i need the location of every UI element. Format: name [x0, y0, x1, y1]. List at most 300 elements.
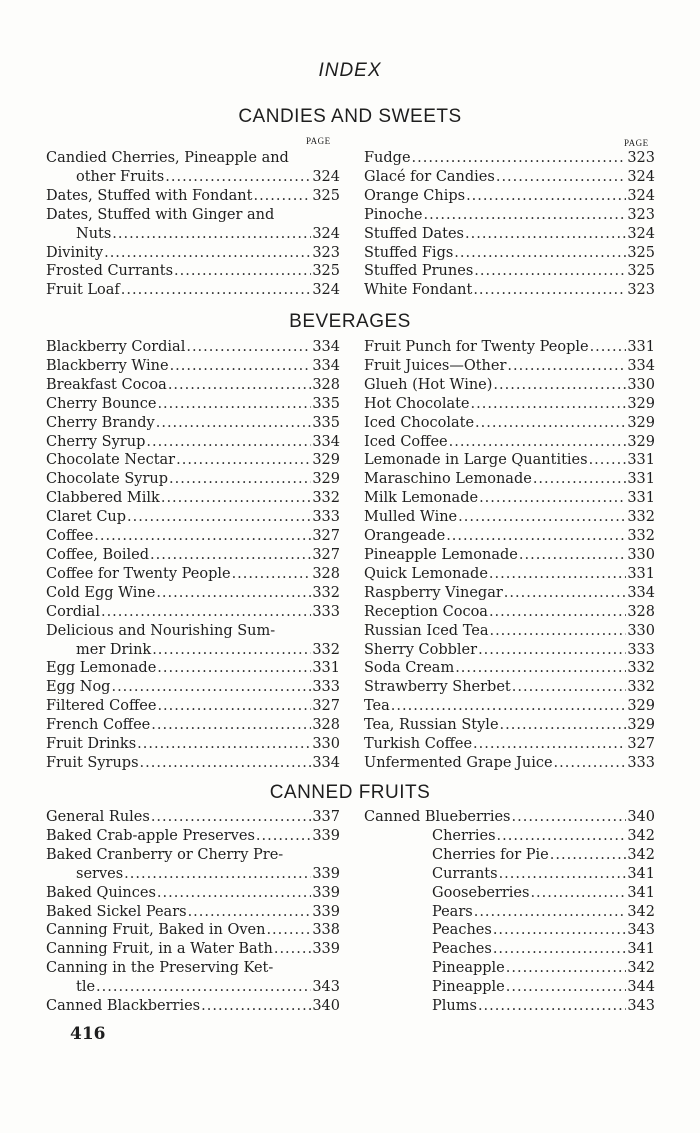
- entry-label: Milk Lemonade: [364, 490, 479, 507]
- dot-leader: [274, 940, 311, 959]
- index-entry: [46, 659, 340, 678]
- index-entry: [364, 244, 655, 263]
- entry-page-number: 341: [627, 884, 655, 901]
- entry-label: Fruit Drinks: [46, 736, 137, 753]
- entry-label: Canned Blueberries: [364, 809, 511, 825]
- index-entry-line: Delicious and Nourishing Sum-: [46, 622, 276, 639]
- entry-label: Cold Egg Wine: [46, 584, 156, 601]
- entry-page-number: 342: [627, 903, 655, 920]
- index-entry: [364, 395, 655, 414]
- entry-page-number: 329: [312, 452, 340, 469]
- entry-label: tle: [76, 979, 96, 996]
- entry-page-number: 333: [312, 603, 340, 620]
- section-title-beverages: BEVERAGES: [289, 311, 411, 332]
- entry-page-number: 332: [312, 641, 340, 658]
- dot-leader: [478, 997, 626, 1016]
- entry-label: Fruit Syrups: [46, 754, 139, 771]
- index-entry: [364, 735, 655, 754]
- dot-leader: [150, 546, 311, 565]
- index-entry: [364, 433, 655, 452]
- dot-leader: [146, 433, 311, 452]
- entry-page-number: 331: [627, 452, 655, 469]
- entry-page-number: 333: [312, 509, 340, 526]
- entry-page-number: 331: [312, 660, 340, 677]
- dot-leader: [391, 697, 627, 716]
- entry-page-number: 334: [312, 754, 340, 771]
- entry-page-number: 325: [312, 187, 340, 204]
- entry-page-number: 340: [627, 809, 655, 825]
- entry-label: Canned Blackberries: [46, 998, 201, 1015]
- index-entry-continuation: [46, 978, 340, 997]
- index-entry: [364, 940, 655, 959]
- entry-page-number: 339: [312, 865, 340, 882]
- dot-leader: [493, 940, 627, 959]
- index-entry-continuation: [46, 641, 340, 660]
- index-entry: [364, 414, 655, 433]
- entry-page-number: 328: [312, 717, 340, 734]
- entry-page-number: 324: [627, 225, 655, 242]
- dot-leader: [489, 603, 626, 622]
- dot-leader: [458, 508, 626, 527]
- dot-leader: [512, 678, 627, 697]
- index-entry: [364, 997, 655, 1016]
- entry-page-number: 324: [627, 187, 655, 204]
- entry-label: Coffee: [46, 528, 94, 545]
- entry-label: Orangeade: [364, 528, 446, 545]
- index-entry-continuation: [46, 225, 340, 244]
- entry-page-number: 328: [312, 376, 340, 393]
- dot-leader: [104, 244, 311, 263]
- entry-label: Fruit Punch for Twenty People: [364, 339, 589, 355]
- entry-label: Fudge: [364, 150, 411, 166]
- entry-label: Pinoche: [364, 206, 423, 223]
- entry-page-number: 334: [627, 357, 655, 374]
- entry-page-number: 342: [627, 827, 655, 844]
- dot-leader: [466, 187, 626, 206]
- page-column-label-left: PAGE: [306, 136, 331, 146]
- section-title-candies: CANDIES AND SWEETS: [238, 106, 462, 127]
- index-entry: [364, 508, 655, 527]
- dot-leader: [157, 884, 311, 903]
- index-entry: [364, 546, 655, 565]
- candies-left-column: [46, 149, 340, 300]
- dot-leader: [157, 395, 311, 414]
- entry-label: Tea, Russian Style: [364, 717, 499, 734]
- entry-label: Fruit Juices—Other: [364, 357, 507, 374]
- entry-label: Russian Iced Tea: [364, 622, 489, 639]
- entry-label: Canning Fruit, in a Water Bath: [46, 941, 273, 958]
- dot-leader: [590, 338, 627, 357]
- entry-page-number: 323: [627, 282, 655, 299]
- index-entry: [364, 584, 655, 603]
- entry-page-number: 329: [627, 717, 655, 734]
- dot-leader: [232, 565, 312, 584]
- entry-page-number: 330: [627, 622, 655, 639]
- entry-page-number: 334: [627, 584, 655, 601]
- dot-leader: [489, 565, 626, 584]
- dot-leader: [504, 584, 627, 603]
- entry-label: Blackberry Wine: [46, 357, 169, 374]
- index-entry: [46, 884, 340, 903]
- entry-page-number: 324: [627, 168, 655, 185]
- index-entry: [364, 470, 655, 489]
- entry-label: Lemonade in Large Quantities: [364, 452, 588, 469]
- entry-label: Unfermented Grape Juice: [364, 754, 553, 771]
- entry-page-number: 343: [312, 979, 340, 996]
- entry-page-number: 332: [627, 509, 655, 526]
- entry-page-number: 335: [312, 414, 340, 431]
- entry-label: Egg Lemonade: [46, 660, 157, 677]
- entry-label: Pears: [432, 903, 473, 920]
- index-entry: [364, 489, 655, 508]
- dot-leader: [500, 716, 627, 735]
- entry-page-number: 332: [312, 490, 340, 507]
- entry-label: Coffee for Twenty People: [46, 565, 231, 582]
- index-entry: [364, 262, 655, 281]
- entry-label: White Fondant: [364, 282, 473, 299]
- entry-label: Canning Fruit, Baked in Oven: [46, 922, 266, 939]
- entry-label: General Rules: [46, 809, 150, 825]
- dot-leader: [533, 470, 626, 489]
- entry-label: Fruit Loaf: [46, 282, 120, 299]
- dot-leader: [554, 754, 627, 773]
- index-entry: [364, 206, 655, 225]
- dot-leader: [474, 903, 627, 922]
- index-entry: [46, 508, 340, 527]
- index-entry: [46, 716, 340, 735]
- index-entry: [46, 470, 340, 489]
- index-entry: [46, 697, 340, 716]
- dot-leader: [201, 997, 311, 1016]
- entry-label: Mulled Wine: [364, 509, 458, 526]
- entry-label: Chocolate Nectar: [46, 452, 176, 469]
- entry-label: Maraschino Lemonade: [364, 471, 532, 488]
- dot-leader: [253, 187, 311, 206]
- dot-leader: [157, 659, 311, 678]
- entry-label: Hot Chocolate: [364, 395, 470, 412]
- entry-label: French Coffee: [46, 717, 151, 734]
- index-entry: [46, 546, 340, 565]
- dot-leader: [471, 395, 627, 414]
- index-entry: [364, 959, 655, 978]
- entry-page-number: 328: [312, 565, 340, 582]
- dot-leader: [519, 546, 626, 565]
- dot-leader: [589, 451, 627, 470]
- dot-leader: [550, 846, 627, 865]
- index-entry: [46, 395, 340, 414]
- entry-label: Filtered Coffee: [46, 698, 157, 715]
- index-entry: [364, 149, 655, 168]
- index-entry: [46, 940, 340, 959]
- index-entry-continuation: [46, 865, 340, 884]
- entry-label: Iced Coffee: [364, 433, 448, 450]
- dot-leader: [94, 527, 311, 546]
- dot-leader: [101, 603, 311, 622]
- index-entry: [364, 451, 655, 470]
- entry-page-number: 339: [312, 827, 340, 844]
- entry-label: other Fruits: [76, 168, 165, 185]
- entry-label: Strawberry Sherbet: [364, 679, 511, 696]
- entry-page-number: 333: [312, 679, 340, 696]
- index-entry: [46, 735, 340, 754]
- entry-label: Pineapple: [432, 960, 505, 977]
- entry-page-number: 329: [627, 433, 655, 450]
- entry-page-number: 331: [627, 471, 655, 488]
- index-entry: [364, 168, 655, 187]
- entry-page-number: 325: [627, 263, 655, 280]
- dot-leader: [489, 622, 626, 641]
- index-entry: [46, 414, 340, 433]
- dot-leader: [454, 244, 626, 263]
- dot-leader: [497, 827, 627, 846]
- entry-page-number: 339: [312, 884, 340, 901]
- dot-leader: [474, 262, 626, 281]
- entry-page-number: 328: [627, 603, 655, 620]
- index-entry-line: Canning in the Preserving Ket-: [46, 960, 274, 977]
- dot-leader: [112, 225, 311, 244]
- entry-page-number: 331: [627, 339, 655, 355]
- entry-label: Baked Quinces: [46, 884, 156, 901]
- entry-label: Iced Chocolate: [364, 414, 475, 431]
- dot-leader: [512, 808, 627, 827]
- entry-label: Cherry Brandy: [46, 414, 155, 431]
- index-entry: [364, 659, 655, 678]
- entry-page-number: 334: [312, 357, 340, 374]
- index-entry: [364, 357, 655, 376]
- page-column-label-right: PAGE: [624, 138, 649, 148]
- dot-leader: [266, 921, 311, 940]
- index-entry: [364, 338, 655, 357]
- index-entry: [364, 678, 655, 697]
- entry-page-number: 341: [627, 865, 655, 882]
- dot-leader: [188, 903, 312, 922]
- index-entry: [46, 244, 340, 263]
- index-entry: [46, 187, 340, 206]
- index-entry: [46, 262, 340, 281]
- entry-label: Cherry Syrup: [46, 433, 146, 450]
- index-entry: [364, 808, 655, 827]
- dot-leader: [465, 225, 626, 244]
- dot-leader: [170, 357, 312, 376]
- index-entry: [364, 187, 655, 206]
- index-entry: [364, 603, 655, 622]
- entry-page-number: 330: [627, 546, 655, 563]
- entry-label: serves: [76, 865, 124, 882]
- entry-label: Frosted Currants: [46, 263, 174, 280]
- entry-page-number: 329: [627, 698, 655, 715]
- entry-label: Sherry Cobbler: [364, 641, 478, 658]
- index-entry: [46, 921, 340, 940]
- entry-label: Cherries: [432, 827, 496, 844]
- entry-label: Pineapple: [432, 979, 505, 996]
- entry-label: Peaches: [432, 922, 492, 939]
- index-entry: [46, 281, 340, 300]
- entry-page-number: 330: [312, 736, 340, 753]
- entry-label: Dates, Stuffed with Fondant: [46, 187, 253, 204]
- entry-label: Cherry Bounce: [46, 395, 157, 412]
- index-entry: [364, 565, 655, 584]
- index-entry: [46, 903, 340, 922]
- page-number: 416: [70, 1024, 106, 1044]
- entry-page-number: 327: [312, 528, 340, 545]
- entry-page-number: 327: [312, 698, 340, 715]
- index-entry: [364, 884, 655, 903]
- entry-page-number: 344: [627, 979, 655, 996]
- dot-leader: [156, 414, 312, 433]
- entry-label: Cherries for Pie: [432, 846, 549, 863]
- index-entry: [364, 827, 655, 846]
- entry-page-number: 333: [627, 754, 655, 771]
- dot-leader: [111, 678, 311, 697]
- entry-page-number: 339: [312, 903, 340, 920]
- entry-page-number: 335: [312, 395, 340, 412]
- entry-page-number: 332: [312, 584, 340, 601]
- entry-label: Baked Crab-apple Preserves: [46, 827, 255, 844]
- index-entry: [364, 641, 655, 660]
- dot-leader: [151, 808, 311, 827]
- entry-page-number: 324: [312, 282, 340, 299]
- dot-leader: [256, 827, 311, 846]
- index-entry: [364, 716, 655, 735]
- index-entry-continuation: [46, 168, 340, 187]
- index-entry: [364, 846, 655, 865]
- entry-label: Pineapple Lemonade: [364, 546, 518, 563]
- index-entry: [46, 338, 340, 357]
- entry-page-number: 332: [627, 660, 655, 677]
- entry-page-number: 337: [312, 809, 340, 825]
- dot-leader: [455, 659, 626, 678]
- entry-page-number: 325: [312, 263, 340, 280]
- canned-left-column: [46, 808, 340, 1016]
- dot-leader: [127, 508, 311, 527]
- beverages-right-column: [364, 338, 655, 773]
- beverages-left-column: [46, 338, 340, 773]
- entry-label: Peaches: [432, 941, 492, 958]
- page-title: INDEX: [318, 60, 382, 81]
- index-entry: [364, 376, 655, 395]
- dot-leader: [124, 865, 311, 884]
- index-entry: [46, 433, 340, 452]
- index-entry: [364, 527, 655, 546]
- entry-page-number: 324: [312, 225, 340, 242]
- index-entry: [46, 603, 340, 622]
- entry-page-number: 339: [312, 941, 340, 958]
- entry-label: Tea: [364, 698, 390, 715]
- index-entry: [364, 697, 655, 716]
- entry-label: Stuffed Figs: [364, 244, 454, 261]
- index-entry: [364, 921, 655, 940]
- dot-leader: [152, 641, 311, 660]
- dot-leader: [186, 338, 311, 357]
- entry-label: Gooseberries: [432, 884, 530, 901]
- entry-label: Raspberry Vinegar: [364, 584, 503, 601]
- entry-page-number: 323: [627, 206, 655, 223]
- index-entry: [46, 451, 340, 470]
- entry-page-number: 327: [312, 546, 340, 563]
- entry-label: mer Drink: [76, 641, 152, 658]
- dot-leader: [493, 921, 627, 940]
- index-entry: [46, 527, 340, 546]
- index-entry: [364, 622, 655, 641]
- entry-label: Breakfast Cocoa: [46, 376, 167, 393]
- dot-leader: [174, 262, 311, 281]
- entry-label: Chocolate Syrup: [46, 471, 168, 488]
- dot-leader: [473, 735, 626, 754]
- entry-page-number: 323: [627, 150, 655, 166]
- entry-page-number: 330: [627, 376, 655, 393]
- dot-leader: [424, 206, 627, 225]
- entry-label: Blackberry Cordial: [46, 339, 186, 355]
- entry-page-number: 343: [627, 998, 655, 1015]
- entry-page-number: 331: [627, 490, 655, 507]
- index-entry: [364, 903, 655, 922]
- index-entry: [46, 997, 340, 1016]
- entry-page-number: 332: [627, 679, 655, 696]
- entry-page-number: 333: [627, 641, 655, 658]
- entry-page-number: 342: [627, 846, 655, 863]
- entry-label: Quick Lemonade: [364, 565, 488, 582]
- entry-page-number: 343: [627, 922, 655, 939]
- entry-label: Glueh (Hot Wine): [364, 376, 493, 393]
- candies-right-column: [364, 149, 655, 300]
- entry-page-number: 340: [312, 998, 340, 1015]
- entry-label: Stuffed Prunes: [364, 263, 474, 280]
- index-entry: [364, 225, 655, 244]
- entry-label: Plums: [432, 998, 477, 1015]
- entry-page-number: 323: [312, 244, 340, 261]
- entry-label: Stuffed Dates: [364, 225, 464, 242]
- dot-leader: [449, 433, 627, 452]
- entry-page-number: 341: [627, 941, 655, 958]
- entry-label: Clabbered Milk: [46, 490, 160, 507]
- dot-leader: [506, 978, 627, 997]
- index-entry: [46, 489, 340, 508]
- dot-leader: [506, 959, 627, 978]
- dot-leader: [499, 865, 627, 884]
- dot-leader: [161, 489, 311, 508]
- entry-label: Divinity: [46, 244, 104, 261]
- dot-leader: [151, 716, 311, 735]
- dot-leader: [176, 451, 311, 470]
- index-entry: [46, 808, 340, 827]
- dot-leader: [446, 527, 626, 546]
- entry-label: Glacé for Candies: [364, 168, 495, 185]
- entry-page-number: 332: [627, 528, 655, 545]
- entry-page-number: 329: [627, 414, 655, 431]
- index-entry-line: Baked Cranberry or Cherry Pre-: [46, 846, 284, 863]
- dot-leader: [165, 168, 311, 187]
- entry-label: Reception Cocoa: [364, 603, 488, 620]
- index-entry: [46, 376, 340, 395]
- entry-page-number: 338: [312, 922, 340, 939]
- index-entry: [46, 357, 340, 376]
- index-entry-line: Candied Cherries, Pineapple and: [46, 150, 289, 166]
- dot-leader: [496, 168, 626, 187]
- index-entry-line: Dates, Stuffed with Ginger and: [46, 206, 275, 223]
- index-entry: [46, 827, 340, 846]
- entry-label: Cordial: [46, 603, 100, 620]
- dot-leader: [507, 357, 626, 376]
- entry-label: Turkish Coffee: [364, 736, 473, 753]
- entry-label: Currants: [432, 865, 498, 882]
- entry-label: Coffee, Boiled: [46, 546, 150, 563]
- entry-page-number: 342: [627, 960, 655, 977]
- entry-label: Egg Nog: [46, 679, 111, 696]
- section-title-canned-fruits: CANNED FRUITS: [269, 782, 431, 803]
- index-entry: [46, 754, 340, 773]
- entry-label: Nuts: [76, 225, 112, 242]
- index-entry: [46, 678, 340, 697]
